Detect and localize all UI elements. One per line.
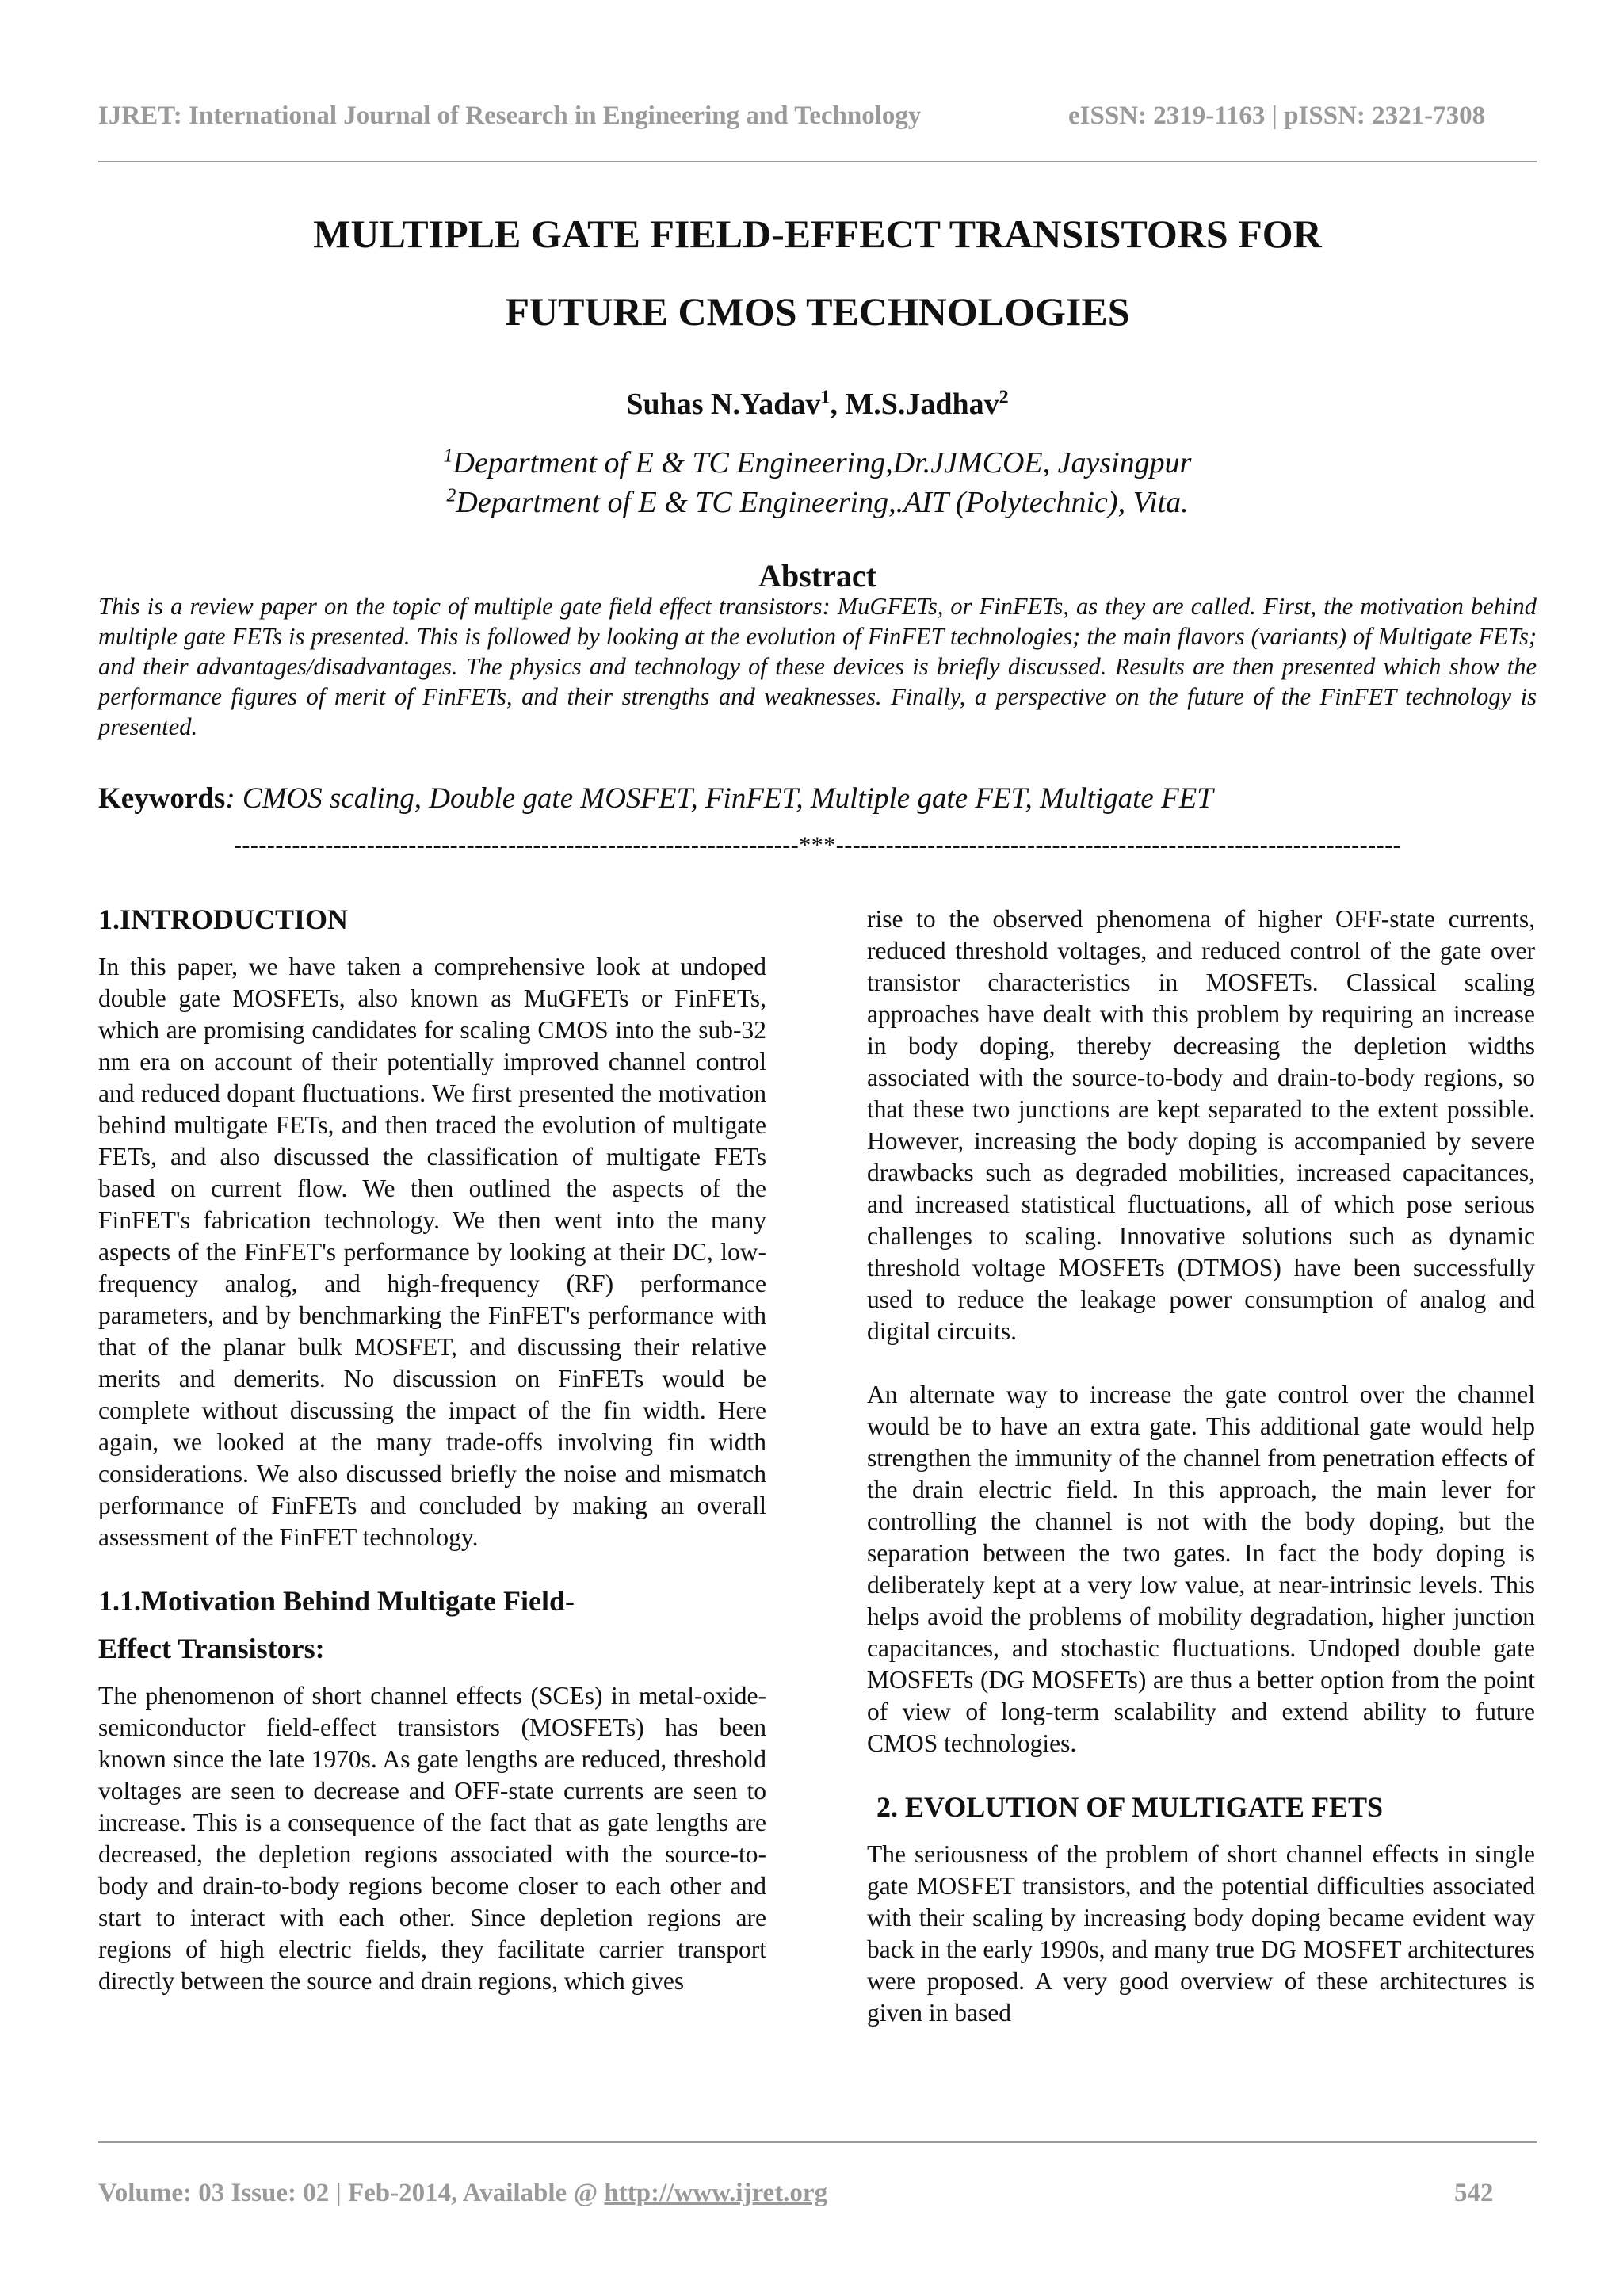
- journal-url-link[interactable]: http://www.ijret.org: [604, 2179, 828, 2207]
- affiliation-1: [98, 445, 1537, 480]
- affiliation-2: [98, 485, 1537, 520]
- affiliation-2-text: Department of E & TC Engineering,.AIT (Polytechnic), Vita.: [456, 486, 1189, 519]
- motivation-paragraph: The phenomenon of short channel effects (SCEs) in metal-oxide-semiconductor field-effect transistors (MOSFETs) has been known since the late 1970s. As gate lengths are reduced, threshold voltages are seen to decrease and OFF-state currents are seen to increase. This is a consequence of the fact that as gate lengths are decreased, the depletion regions associated with the source-to-body and drain-to-body regions become closer to each other and start to interact with each other. Since depletion regions are regions of high electric fields, they facilitate carrier transport directly between the source and drain regions, which gives: [98, 1682, 766, 1995]
- introduction-paragraph: In this paper, we have taken a comprehensive look at undoped double gate MOSFETs, also known as MuGFETs or FinFETs, which are promising candidates for scaling CMOS into the sub-32 nm era on account of their potentially improved channel control and reduced dopant fluctuations. We first presented the motivation behind multigate FETs, and then traced the evolution of multigate FETs, and also discussed the classification of multigate FETs based on current flow. We then outlined the aspects of the FinFET's fabrication technology. We then went into the many aspects of the FinFET's performance by looking at their DC, low-frequency analog, and high-frequency (RF) performance parameters, and by benchmarking the FinFET's performance with that of the planar bulk MOSFET, and discussing their relative merits and demerits. No discussion on FinFETs would be complete without discussing the impact of the fin width. Here again, we looked at the many trade-offs involving fin width considerations. We also discussed briefly the noise and mismatch performance of FinFETs and concluded by making an overall assessment of the FinFET technology.: [98, 953, 766, 1551]
- motivation-heading-line-2: Effect Transistors:: [98, 1633, 325, 1664]
- keywords: [98, 781, 1537, 816]
- evolution-heading: 2. EVOLUTION OF MULTIGATE FETS: [876, 1791, 1384, 1823]
- introduction-heading: 1.INTRODUCTION: [98, 904, 349, 935]
- section-separator: --------------------------------------------------------------------***--------------------------------------------------------------------: [233, 832, 1402, 858]
- author-1-sup: 1: [820, 387, 831, 408]
- footer-rule: [98, 2141, 1537, 2143]
- keywords-text: : CMOS scaling, Double gate MOSFET, FinFET, Multiple gate FET, Multigate FET: [225, 782, 1213, 815]
- footer-volume-text: Volume: 03 Issue: 02 | Feb-2014, Available @: [98, 2179, 605, 2207]
- paper-title-line-2: FUTURE CMOS TECHNOLOGIES: [505, 289, 1130, 334]
- author-2-name: M.S.Jadhav: [845, 388, 999, 421]
- right-paragraph-1: rise to the observed phenomena of higher OFF-state currents, reduced threshold voltages, and reduced control of the gate over transistor characteristics in MOSFETs. Classical scaling approaches have dealt with this problem by requiring an increase in body doping, thereby decreasing the depletion widths associated with the source-to-body and drain-to-body regions, so that these two junctions are kept separated to the extent possible. However, increasing the body doping is accompanied by severe drawbacks such as degraded mobilities, increased capacitances, and increased statistical fluctuations, all of which pose serious challenges to scaling. Innovative solutions such as dynamic threshold voltage MOSFETs (DTMOS) have been successfully used to reduce the leakage power consumption of analog and digital circuits.: [867, 905, 1535, 1345]
- affiliation-1-sup: 1: [443, 445, 453, 467]
- left-column: [98, 904, 766, 1997]
- page-number: 542: [1454, 2179, 1494, 2207]
- footer-volume: [98, 2179, 827, 2208]
- author-separator: ,: [830, 388, 846, 421]
- header-rule: [98, 161, 1537, 162]
- author-1-name: Suhas N.Yadav: [626, 388, 821, 421]
- affiliation-2-sup: 2: [446, 485, 456, 506]
- author-2-sup: 2: [999, 387, 1009, 408]
- abstract-text: This is a review paper on the topic of multiple gate field effect transistors: MuGFETs, or FinFETs, as they are called. First, the motivation behind multiple gate FETs is presented. This is followed by looking at the evolution of FinFET technologies; the main flavors (variants) of Multigate FETs; and their advantages/disadvantages. The physics and technology of these devices is briefly discussed. Results are then presented which show the performance figures of merit of FinFETs, and their strengths and weaknesses. Finally, a perspective on the future of the FinFET technology is presented.: [98, 593, 1537, 740]
- authors: [98, 387, 1537, 422]
- right-column: [867, 904, 1535, 2029]
- issn-info: eISSN: 2319-1163 | pISSN: 2321-7308: [1068, 101, 1486, 130]
- affiliation-1-text: Department of E & TC Engineering,Dr.JJMCOE, Jaysingpur: [453, 446, 1192, 479]
- abstract-heading: Abstract: [758, 558, 876, 594]
- evolution-paragraph: The seriousness of the problem of short channel effects in single gate MOSFET transistors, and the potential difficulties associated with their scaling by increasing body doping became evident way back in the early 1990s, and many true DG MOSFET architectures were proposed. A very good overview of these architectures is given in based: [867, 1840, 1535, 2027]
- right-paragraph-2: An alternate way to increase the gate control over the channel would be to have an extra gate. This additional gate would help strengthen the immunity of the channel from penetration effects of the drain electric field. In this approach, the main lever for controlling the channel is not with the body doping, but the separation between the two gates. In fact the body doping is deliberately kept at a very low value, at near-intrinsic levels. This helps avoid the problems of mobility degradation, higher junction capacitances, and stochastic fluctuations. Undoped double gate MOSFETs (DG MOSFETs) are thus a better option from the point of view of long-term scalability and extend ability to future CMOS technologies.: [867, 1381, 1535, 1757]
- motivation-heading-line-1: 1.1.Motivation Behind Multigate Field-: [98, 1585, 575, 1617]
- paper-title-line-1: MULTIPLE GATE FIELD-EFFECT TRANSISTORS FOR: [313, 212, 1322, 256]
- journal-name: IJRET: International Journal of Research in Engineering and Technology: [98, 101, 922, 130]
- keywords-label: Keywords: [98, 782, 226, 815]
